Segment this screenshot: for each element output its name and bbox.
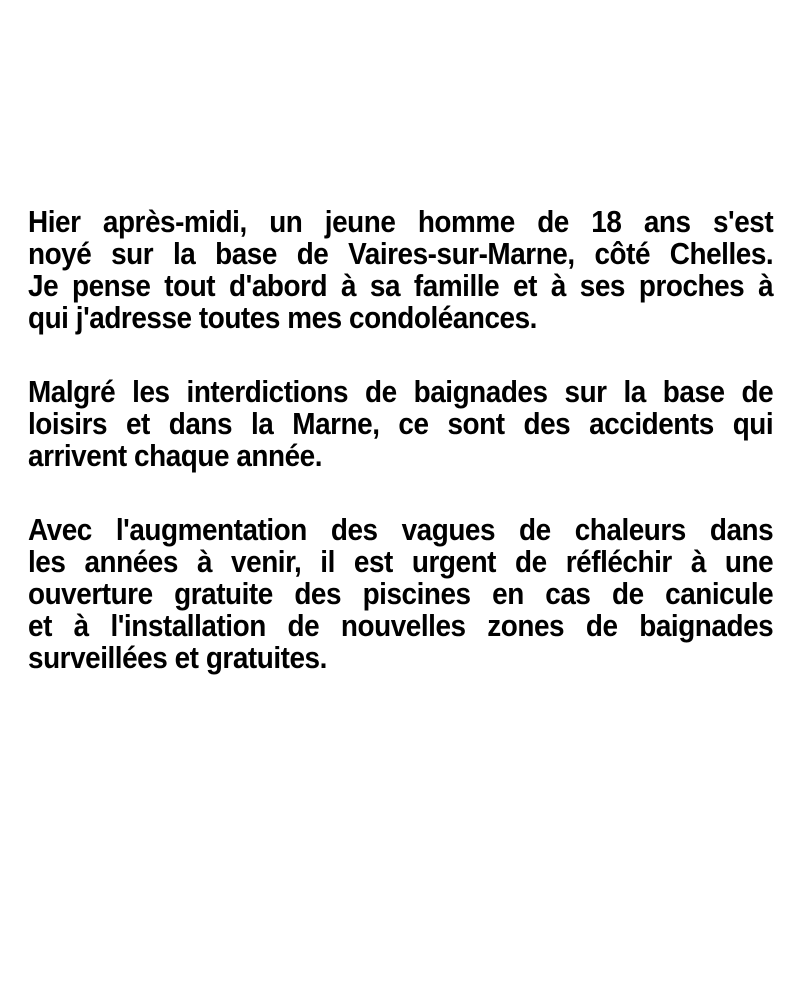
text-line: noyé sur la base de Vaires-sur-Marne, côté Chelles. [28, 236, 774, 271]
text-line: les années à venir, il est urgent de réfléchir à une [28, 544, 774, 579]
text-line: Hier après-midi, un jeune homme de 18 ans s'est [28, 204, 774, 239]
paragraph-spacer [28, 334, 773, 376]
text-line: arrivent chaque année. [28, 438, 323, 473]
paragraph-spacer [28, 472, 773, 514]
text-line: ouverture gratuite des piscines en cas de canicule [28, 576, 774, 611]
statement-text [28, 206, 773, 674]
text-line: loisirs et dans la Marne, ce sont des accidents qui [28, 406, 774, 441]
text-line: Malgré les interdictions de baignades sur la base de [28, 374, 774, 409]
text-line: et à l'installation de nouvelles zones de baignades [28, 608, 774, 643]
text-line: Je pense tout d'abord à sa famille et à ses proches à [28, 268, 774, 303]
text-line: qui j'adresse toutes mes condoléances. [28, 300, 537, 335]
paragraph-1 [28, 206, 773, 334]
paragraph-3 [28, 514, 773, 674]
text-line: surveillées et gratuites. [28, 640, 327, 675]
text-line: Avec l'augmentation des vagues de chaleurs dans [28, 512, 774, 547]
paragraph-2 [28, 376, 773, 472]
